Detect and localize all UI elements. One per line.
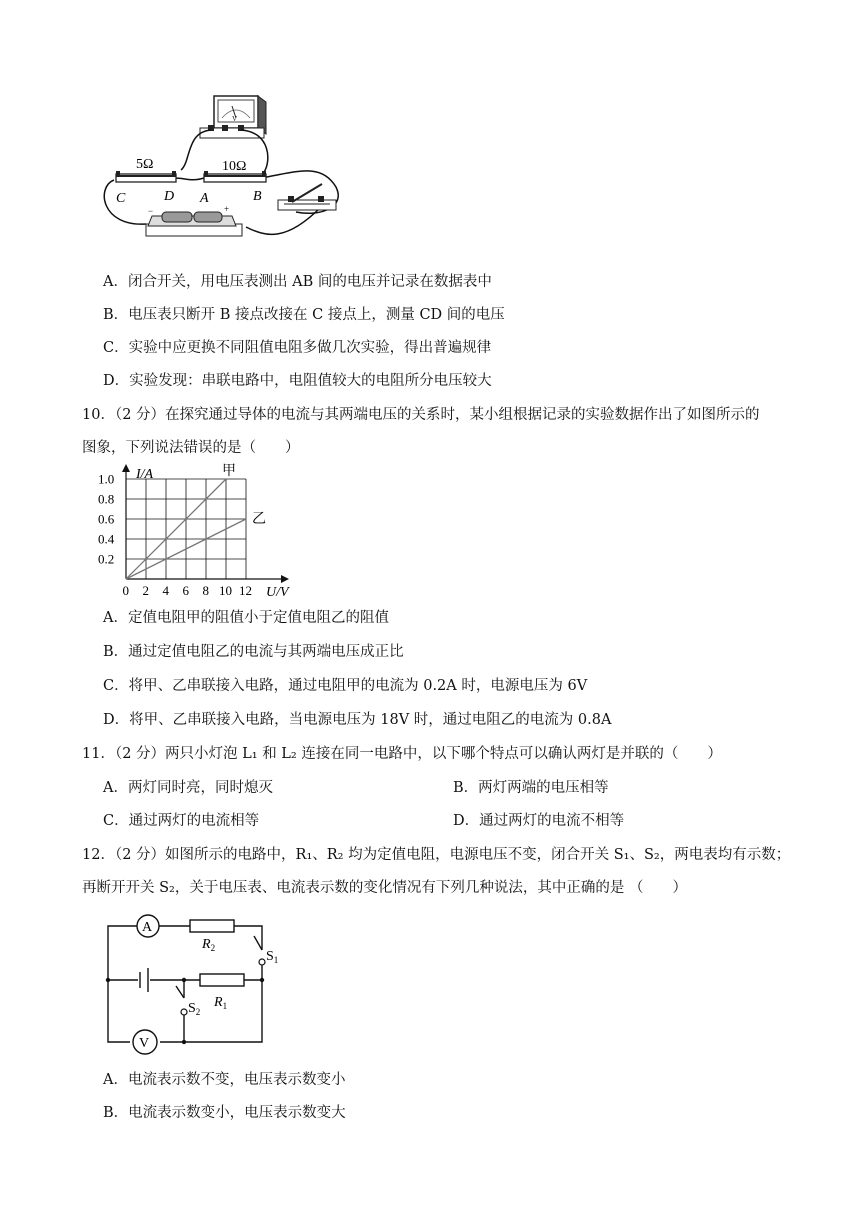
option-a[interactable]: [103, 608, 389, 628]
ammeter-symbol: [137, 915, 159, 937]
option-letter: D．: [103, 373, 130, 389]
resistor-r2-symbol: [190, 920, 234, 953]
option-b[interactable]: [103, 1103, 346, 1123]
y-tick-label: 0.2: [98, 551, 115, 567]
option-text: 定值电阻甲的阻值小于定值电阻乙的阻值: [127, 610, 389, 626]
y-tick-label: 0.4: [98, 531, 115, 547]
option-letter: B．: [103, 1105, 129, 1121]
voltmeter-label: V: [139, 1036, 150, 1051]
option-d[interactable]: [453, 811, 624, 831]
switch-s1-symbol: [254, 936, 278, 982]
option-text: 将甲、乙串联接入电路，通过电阻甲的电流为 0.2A 时，电源电压为 6V: [128, 678, 588, 694]
label-10ohm: 10Ω: [222, 159, 247, 174]
x-axis-label: U/V: [266, 585, 289, 600]
label-point-a: A: [200, 191, 209, 206]
label-5ohm: 5Ω: [136, 157, 154, 172]
option-letter: D．: [453, 813, 480, 829]
svg-text:R1: [213, 995, 227, 1011]
chart-grid: [126, 479, 246, 579]
voltmeter-symbol: [133, 1030, 157, 1054]
option-a[interactable]: [103, 272, 492, 292]
option-letter: C．: [103, 678, 129, 694]
label-point-b: B: [253, 189, 262, 204]
resistor-r1-symbol: [200, 974, 244, 1011]
x-tick-label: 4: [162, 583, 169, 598]
option-d[interactable]: [103, 710, 611, 730]
y-tick-label: 0.8: [98, 491, 115, 507]
question-10-stem-line2: 图象，下列说法错误的是（ ）: [82, 440, 300, 456]
option-letter: A．: [103, 780, 128, 796]
question-11-stem: 11．（2 分）两只小灯泡 L₁ 和 L₂ 连接在同一电路中，以下哪个特点可以确认两灯是并联的（ ）: [82, 746, 722, 762]
option-letter: D．: [103, 712, 130, 728]
s1-label: S: [266, 949, 274, 964]
s2-subscript: 2: [195, 1007, 201, 1017]
option-b[interactable]: [453, 778, 609, 798]
option-text: 两灯同时亮，同时熄灭: [127, 780, 273, 796]
r1-subscript: 1: [222, 1001, 228, 1011]
x-tick-label: 6: [182, 583, 189, 598]
option-d[interactable]: [103, 371, 492, 391]
label-point-c: C: [116, 191, 126, 206]
option-letter: A．: [103, 610, 128, 626]
option-text: 实验中应更换不同阻值电阻多做几次实验，得出普遍规律: [128, 340, 492, 356]
option-text: 电流表示数变小，电压表示数变大: [128, 1105, 346, 1121]
option-letter: C．: [103, 340, 129, 356]
y-tick-labels: [98, 472, 115, 567]
x-tick-label: 8: [202, 583, 209, 598]
battery-plus-label: +: [224, 204, 230, 214]
r1-label: R: [214, 995, 223, 1010]
option-letter: A．: [103, 1072, 128, 1088]
option-text: 实验发现：串联电路中，电阻值较大的电阻所分电压较大: [129, 373, 492, 389]
current-voltage-chart: [96, 462, 306, 604]
ammeter-label: A: [142, 920, 153, 935]
circuit-diagram: [100, 912, 279, 1060]
option-text: 将甲、乙串联接入电路，当电源电压为 18V 时，通过电阻乙的电流为 0.8A: [129, 712, 612, 728]
option-letter: A．: [103, 274, 128, 290]
option-c[interactable]: [103, 676, 587, 696]
option-b[interactable]: [103, 305, 505, 325]
svg-text:S2: [188, 1001, 200, 1017]
svg-text:R2: [201, 937, 215, 953]
x-tick-label: 10: [219, 583, 232, 598]
option-text: 电流表示数不变，电压表示数变小: [127, 1072, 346, 1088]
battery-minus-label: −: [148, 206, 154, 216]
option-text: 通过两灯的电流相等: [128, 813, 260, 829]
s2-label: S: [188, 1001, 196, 1016]
resistor-5ohm: [116, 171, 176, 182]
battery-holder: [146, 204, 242, 236]
option-text: 两灯两端的电压相等: [478, 780, 609, 796]
y-tick-label: 0.6: [98, 511, 115, 527]
option-text: 通过两灯的电流不相等: [479, 813, 625, 829]
option-letter: B．: [453, 780, 479, 796]
question-12-stem-line1: 12．（2 分）如图所示的电路中，R₁、R₂ 均为定值电阻，电源电压不变，闭合开关 S₁、S₂，两电表均有示数；: [82, 847, 791, 863]
label-point-d: D: [164, 189, 175, 204]
y-axis-label: I/A: [136, 467, 154, 482]
y-tick-label: 1.0: [98, 471, 115, 487]
voltmeter-label: V: [232, 115, 238, 123]
r2-subscript: 2: [210, 943, 216, 953]
option-text: 通过定值电阻乙的电流与其两端电压成正比: [128, 644, 404, 660]
x-tick-label: 12: [239, 583, 252, 598]
option-letter: B．: [103, 307, 129, 323]
x-tick-label: 2: [142, 583, 149, 598]
series-label: 乙: [252, 512, 266, 527]
option-a[interactable]: [103, 778, 273, 798]
r2-label: R: [202, 937, 211, 952]
switch-s2-symbol: [176, 986, 200, 1044]
x-tick-labels: [123, 583, 253, 598]
option-c[interactable]: [103, 338, 491, 358]
svg-text:S1: [266, 949, 278, 965]
series-circuit-apparatus-figure: [96, 92, 348, 252]
option-letter: B．: [103, 644, 129, 660]
series-line-jia: [126, 479, 226, 579]
series-label: 甲: [222, 464, 236, 479]
option-letter: C．: [103, 813, 129, 829]
question-12-stem-line2: 再断开开关 S₂，关于电压表、电流表示数的变化情况有下列几种说法，其中正确的是 （ ）: [82, 880, 687, 896]
s1-subscript: 1: [273, 955, 279, 965]
switch-device: [278, 184, 336, 210]
option-text: 闭合开关，用电压表测出 AB 间的电压并记录在数据表中: [127, 274, 492, 290]
option-text: 电压表只断开 B 接点改接在 C 接点上，测量 CD 间的电压: [128, 307, 505, 323]
option-c[interactable]: [103, 811, 259, 831]
x-tick-label: 0: [122, 583, 129, 598]
option-a[interactable]: [103, 1070, 345, 1090]
voltmeter-device: [200, 96, 266, 138]
option-b[interactable]: [103, 642, 404, 662]
question-10-stem-line1: 10．（2 分）在探究通过导体的电流与其两端电压的关系时，某小组根据记录的实验数据作出了如图所示的: [82, 407, 760, 423]
